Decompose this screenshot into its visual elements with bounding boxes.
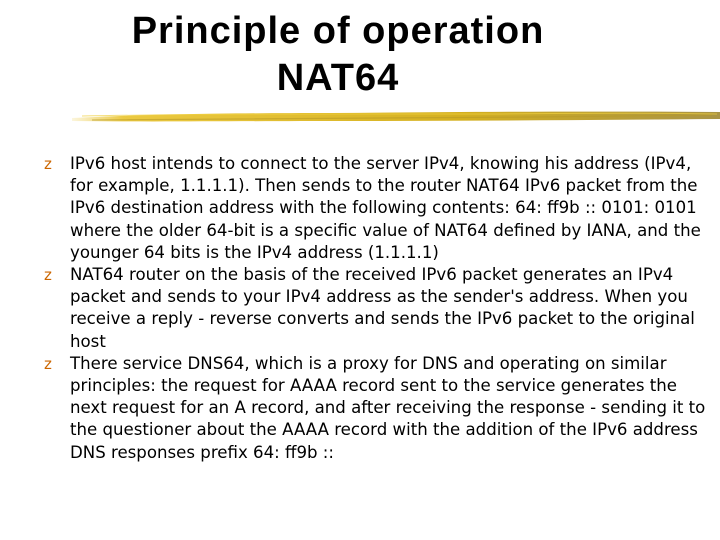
bullet-marker-icon: z — [44, 354, 52, 373]
slide-title — [0, 8, 676, 102]
bullet-item — [44, 153, 716, 264]
title-underline-brushstroke — [72, 106, 720, 128]
bullet-item — [44, 353, 716, 464]
bullet-marker-icon: z — [44, 155, 52, 173]
bullet-text: IPv6 host intends to connect to the server IPv4, knowing his address (IPv4, for example, 1.1.1.1). Then sends to the router NAT64 IPv6 packet from the IPv6 destination address with the following contents: 64: ff9b :: 0101: 0101 where the older 64-bit is a specific value of NAT64 defined by IANA, and the younger 64 bits is the IPv4 address (1.1.1.1) — [70, 154, 701, 262]
bullet-item — [44, 264, 716, 353]
slide-title-line-2: NAT64 — [276, 57, 400, 99]
bullet-list — [44, 153, 716, 464]
bullet-marker-icon: z — [44, 266, 52, 285]
bullet-text: There service DNS64, which is a proxy for DNS and operating on similar principles: the request for AAAA record sent to the service generates the next request for an A record, and after receiving the response - sending it to the questioner about the AAAA record with the addition of the IPv6 address DNS responses prefix 64: ff9b :: — [70, 353, 706, 462]
slide-title-line-1: Principle of operation — [131, 10, 545, 52]
bullet-text: NAT64 router on the basis of the received IPv6 packet generates an IPv4 packet and sends to your IPv4 address as the sender's address. When you receive a reply - reverse converts and sends the IPv6 packet to the original host — [70, 265, 695, 351]
